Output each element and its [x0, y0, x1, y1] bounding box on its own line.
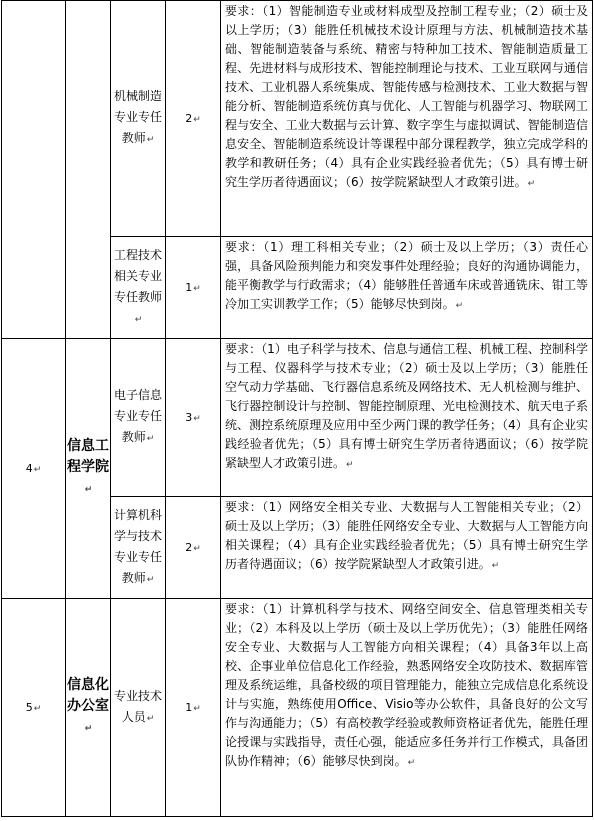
paragraph-mark-icon: ↵: [33, 465, 42, 475]
position-cell: [111, 339, 166, 497]
requirement-text: 要求：（1）网络安全相关专业、大数据与人工智能相关专业；（2）硕士及以上学历；（3）能胜任网络安全专业、大数据与人工智能方向相关课程；（4）具有企业实践经验者优先；（5）具有博士研究生学历者待遇面议；（6）按学院紧缺型人才政策引进。: [225, 500, 588, 571]
position-cell: [111, 599, 166, 817]
paragraph-mark-icon: ↵: [346, 460, 354, 470]
row-number-cell: [2, 339, 66, 599]
recruitment-table: [1, 0, 593, 817]
paragraph-mark-icon: ↵: [193, 544, 201, 554]
requirement-text: 要求：（1）电子科学与技术、信息与通信工程、机械工程、控制科学与工程、仪器科学与技术专业；（2）硕士及以上学历；（3）能胜任空气动力学基础、飞行器信息系统及网络技术、无人机检测与维护、飞行器控制设计与控制、智能控制原理、光电检测技术、航天电子系统、测控系统原理及应用中至少两门课的教学任务；（4）具有企业实践经验者优先；（5）具有博士研究生学历者待遇面议；（6）按学院紧缺型人才政策引进。: [225, 342, 588, 470]
position-text: 机械制造专业专任教师: [113, 89, 162, 145]
department-cell: [66, 339, 111, 599]
row-number-text: 5: [25, 701, 33, 714]
paragraph-mark-icon: ↵: [134, 314, 143, 325]
position-text: 电子信息专业专任教师: [113, 388, 162, 444]
table-row: [2, 599, 593, 817]
count-cell: [166, 599, 221, 817]
count-cell: [166, 497, 221, 599]
department-cell: [66, 1, 111, 339]
row-number-cell: [2, 599, 66, 817]
paragraph-mark-icon: ↵: [84, 724, 93, 734]
paragraph-mark-icon: ↵: [193, 115, 201, 125]
paragraph-mark-icon: ↵: [455, 301, 464, 311]
position-text: 专业技术人员: [113, 688, 162, 724]
requirement-cell: [221, 599, 593, 817]
requirement-text: 要求：（1）理工科相关专业；（2）硕士及以上学历；（3）责任心强，具备风险预判能力和突发事件处理经验；良好的沟通协调能力，能平衡教学与行政需求；（4）能够胜任普通车床或普通铣床、钳工等冷加工实训教学工作；（5）能够尽快到岗。: [225, 240, 588, 311]
count-cell: [166, 237, 221, 339]
row-number-cell: [2, 1, 66, 339]
table-row: [2, 1, 593, 237]
paragraph-mark-icon: ↵: [146, 574, 155, 585]
count-text: 1: [185, 701, 193, 714]
requirement-text: 要求：（1）计算机科学与技术、网络空间安全、信息管理类相关专业；（2）本科及以上学历（硕士及以上学历优先）；（3）能胜任网络安全专业、大数据与人工智能方向相关课程；（4）具备3年以上高校、企事业单位信息化工作经验，熟悉网络安全攻防技术、数据库管理及系统运维，具备校级的项目管理能力，能独立完成信息化系统设计与实施，熟练使用Office、Visio等办公软件，具备良好的公文写作与沟通能力；（5）有高校教学经验或教师资格证者优先，能胜任理论授课与实践指导，责任心强，能适应多任务并行工作模式，具备团队协作精神；（6）能够尽快到岗。: [225, 602, 588, 768]
requirement-cell: [221, 1, 593, 237]
paragraph-mark-icon: ↵: [193, 414, 201, 424]
position-cell: [111, 497, 166, 599]
paragraph-mark-icon: ↵: [146, 713, 155, 724]
position-cell: [111, 1, 166, 237]
requirement-cell: [221, 497, 593, 599]
paragraph-mark-icon: ↵: [407, 758, 416, 768]
position-text: 计算机科学与技术专业专任教师: [113, 507, 162, 585]
requirement-text: 要求：（1）智能制造专业或材料成型及控制工程专业；（2）硕士及以上学历；（3）能胜任机械技术设计原理与方法、机械制造技术基础、智能制造装备与系统、精密与特种加工技术、智能制造质量工程、先进材料与成形技术、智能控制理论与技术、工业互联网与通信技术、工业机器人系统集成、智能传感与检测技术、工业大数据与智能分析、智能制造系统仿真与优化、人工智能与机器学习、物联网工程与安全、工业大数据与云计算、数字孪生与虚拟调试、智能制造信息安全、智能制造系统设计等课程中部分课程教学，独立完成学科的教学和教研任务；（4）具有企业实践经验者优先；（5）具有博士研究生学历者待遇面议；（6）按学院紧缺型人才政策引进。: [225, 4, 588, 189]
paragraph-mark-icon: ↵: [146, 135, 155, 145]
count-cell: [166, 1, 221, 237]
paragraph-mark-icon: ↵: [33, 704, 42, 714]
position-cell: [111, 237, 166, 339]
paragraph-mark-icon: ↵: [491, 561, 500, 571]
department-cell: [66, 599, 111, 817]
position-text: 工程技术相关专业专任教师: [113, 247, 162, 304]
requirement-cell: [221, 237, 593, 339]
department-text: 信息工程学院: [67, 438, 109, 475]
count-text: 2: [185, 541, 193, 554]
requirement-cell: [221, 339, 593, 497]
count-text: 2: [185, 112, 193, 125]
count-cell: [166, 339, 221, 497]
count-text: 3: [185, 411, 193, 424]
table-row: [2, 339, 593, 497]
paragraph-mark-icon: ↵: [146, 434, 155, 444]
paragraph-mark-icon: ↵: [193, 704, 201, 714]
paragraph-mark-icon: ↵: [527, 179, 536, 189]
paragraph-mark-icon: ↵: [84, 485, 93, 495]
row-number-text: 4: [25, 462, 33, 475]
department-text: 信息化办公室: [67, 677, 109, 714]
count-text: 1: [185, 281, 193, 294]
paragraph-mark-icon: ↵: [193, 284, 201, 294]
